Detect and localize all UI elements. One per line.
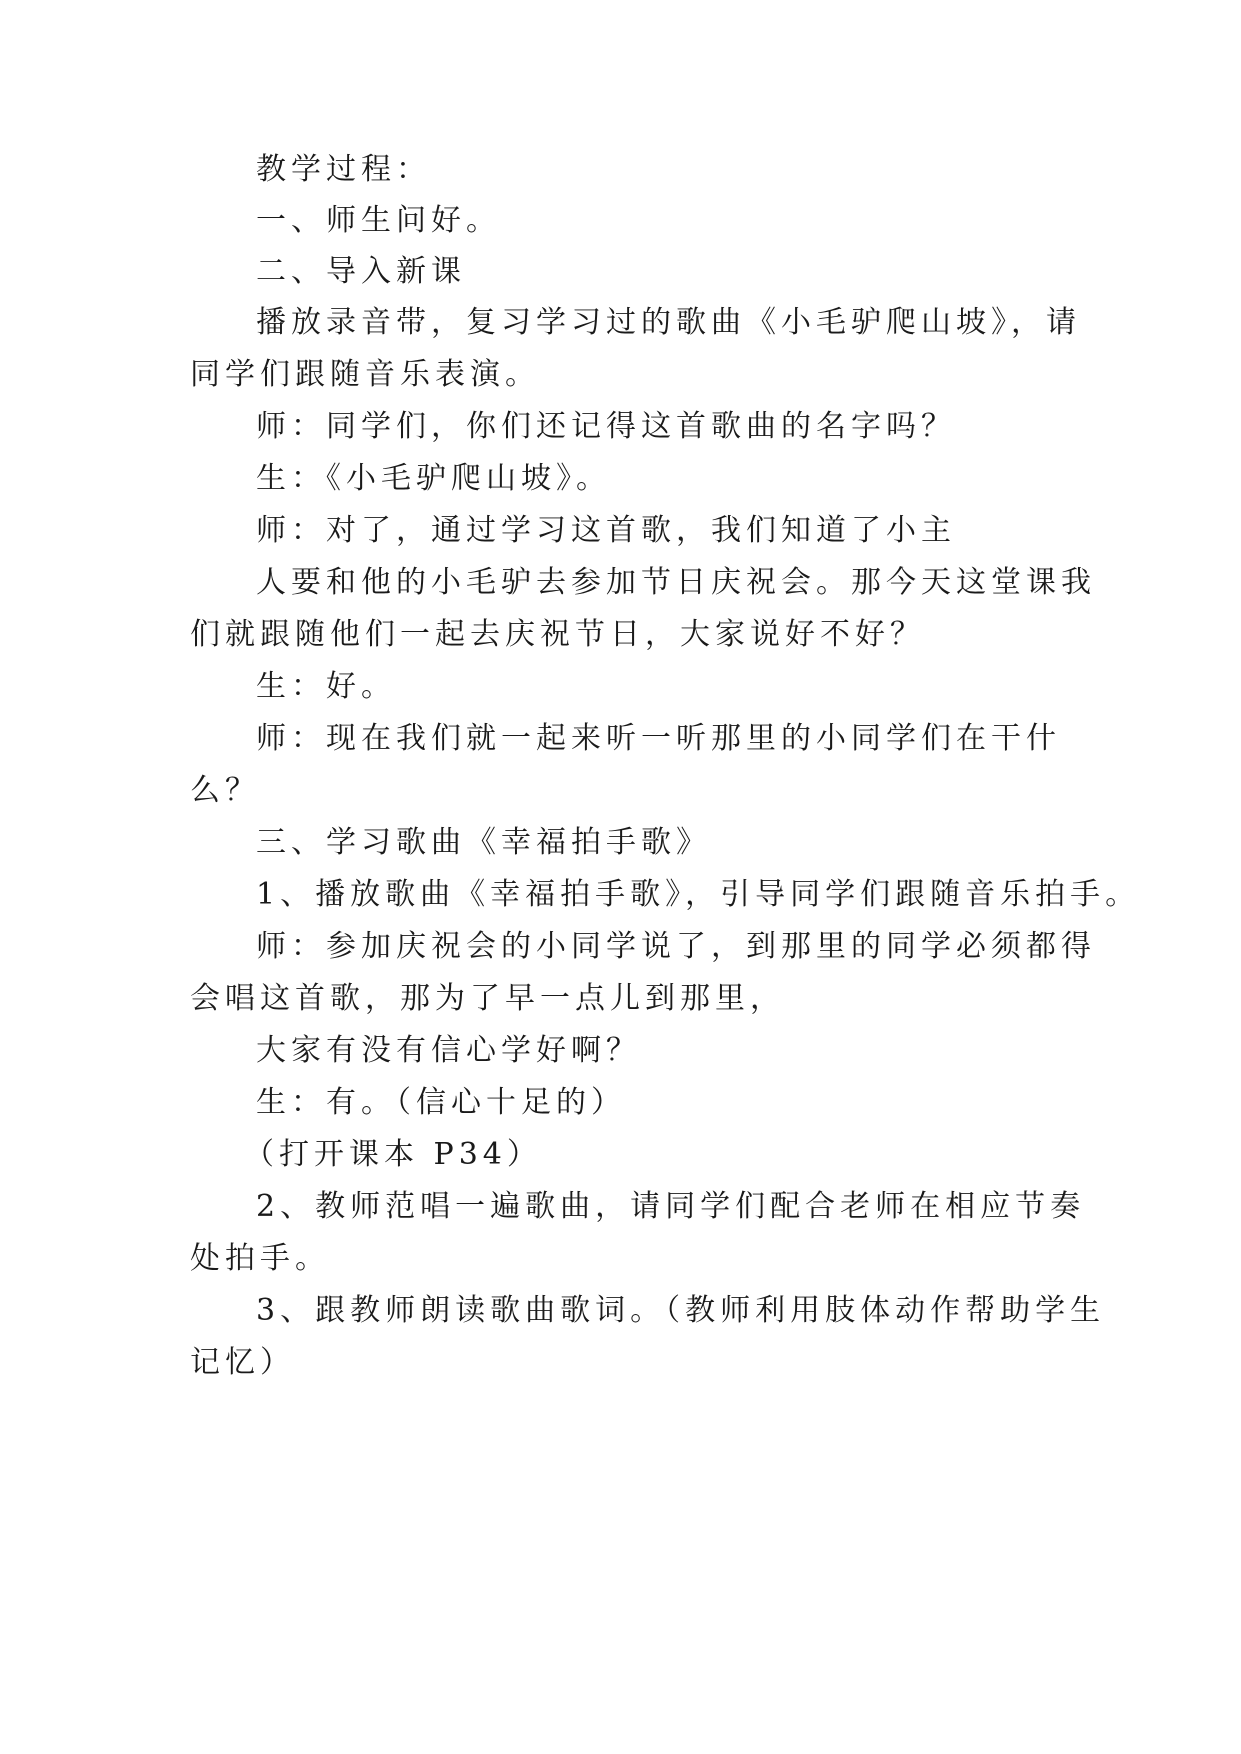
step-intro-heading: 二、导入新课 (256, 254, 466, 289)
paragraph-line: 同学们跟随音乐表演。 (190, 357, 540, 392)
paragraph-line: 么？ (190, 773, 260, 808)
paragraph-line: 们就跟随他们一起去庆祝节日，大家说好不好？ (190, 617, 925, 652)
dialogue-line: 生：有。（信心十足的） (256, 1085, 626, 1120)
dialogue-line: 师：参加庆祝会的小同学说了，到那里的同学必须都得 (256, 929, 1096, 964)
dialogue-line: 师：现在我们就一起来听一听那里的小同学们在干什 (256, 721, 1061, 756)
paragraph-line: 会唱这首歌，那为了早一点儿到那里， (190, 981, 785, 1016)
step-line: 1、播放歌曲《幸福拍手歌》，引导同学们跟随音乐拍手。 (256, 877, 1141, 912)
note-line: （打开课本 P34） (244, 1137, 542, 1172)
paragraph-line: 人要和他的小毛驴去参加节日庆祝会。那今天这堂课我 (256, 565, 1096, 600)
section-heading-learn-song: 三、学习歌曲《幸福拍手歌》 (256, 825, 711, 860)
paragraph-line: 播放录音带，复习学习过的歌曲《小毛驴爬山坡》，请 (256, 305, 1081, 340)
step-line: 3、跟教师朗读歌曲歌词。（教师利用肢体动作帮助学生 (256, 1293, 1106, 1328)
section-heading-teaching-process: 教学过程： (256, 152, 431, 187)
paragraph-line: 记忆） (190, 1345, 295, 1380)
paragraph-line: 处拍手。 (190, 1241, 330, 1276)
dialogue-line: 大家有没有信心学好啊？ (256, 1033, 641, 1068)
step-line: 2、教师范唱一遍歌曲，请同学们配合老师在相应节奏 (256, 1189, 1086, 1224)
step-greeting: 一、师生问好。 (256, 203, 501, 238)
dialogue-line: 生：《小毛驴爬山坡》。 (256, 461, 611, 496)
dialogue-line: 师：同学们，你们还记得这首歌曲的名字吗？ (256, 409, 956, 444)
dialogue-line: 生：好。 (256, 669, 396, 704)
dialogue-line: 师：对了，通过学习这首歌，我们知道了小主 (256, 513, 956, 548)
